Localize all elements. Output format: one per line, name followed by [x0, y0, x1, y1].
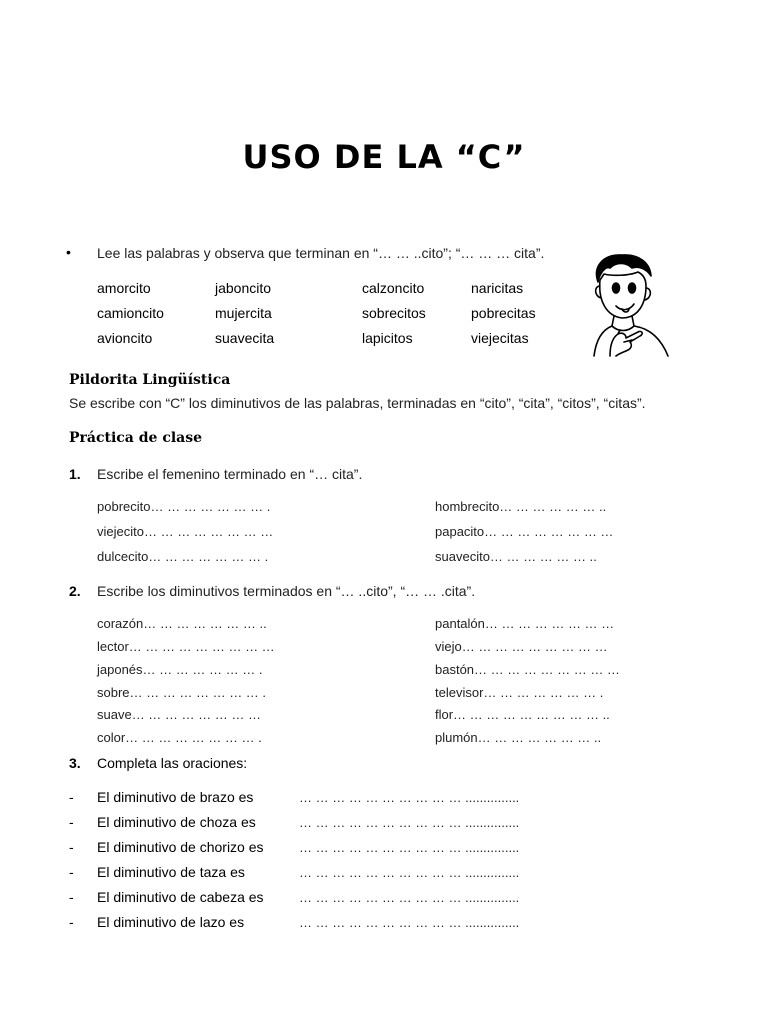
- dash-marker: -: [69, 839, 74, 855]
- practica-heading: Práctica de clase: [69, 430, 203, 446]
- word-cell: viejecitas: [471, 330, 529, 346]
- exercise-instruction: Escribe los diminutivos terminados en “… ..cito”, “… … .cita”.: [97, 583, 476, 599]
- sentence-blank: … … … … … … … … … … ...............: [299, 815, 520, 830]
- sentence-text: El diminutivo de cabeza es: [97, 889, 264, 905]
- word-cell: camioncito: [97, 305, 164, 321]
- dash-marker: -: [69, 814, 74, 830]
- sentence-blank: … … … … … … … … … … ...............: [299, 915, 520, 930]
- bullet-marker: •: [66, 244, 71, 260]
- intro-instruction: Lee las palabras y observa que terminan en “… … ..cito”; “… … … cita”.: [97, 245, 545, 261]
- fill-item: dulcecito… … … … … … … .: [97, 549, 269, 564]
- sentence-blank: … … … … … … … … … … ...............: [299, 790, 520, 805]
- exercise-number: 3.: [69, 755, 81, 771]
- exercise-instruction: Completa las oraciones:: [97, 755, 248, 771]
- exercise-number: 1.: [69, 466, 81, 482]
- exercise-number: 2.: [69, 583, 81, 599]
- fill-item: lector… … … … … … … … …: [97, 639, 275, 654]
- dash-marker: -: [69, 914, 74, 930]
- fill-item: color… … … … … … … … .: [97, 730, 262, 745]
- fill-item: televisor… … … … … … … .: [435, 685, 604, 700]
- word-cell: mujercita: [215, 305, 272, 321]
- sentence-blank: … … … … … … … … … … ...............: [299, 890, 520, 905]
- sentence-text: El diminutivo de choza es: [97, 814, 256, 830]
- word-cell: amorcito: [97, 280, 151, 296]
- word-cell: lapicitos: [362, 330, 413, 346]
- dash-marker: -: [69, 889, 74, 905]
- pildorita-heading: Pildorita Lingüística: [69, 372, 231, 388]
- fill-item: suave… … … … … … … …: [97, 707, 261, 722]
- fill-item: plumón… … … … … … … ..: [435, 730, 602, 745]
- fill-item: pobrecito… … … … … … … .: [97, 499, 271, 514]
- sentence-text: El diminutivo de chorizo es: [97, 839, 264, 855]
- boy-pointing-icon: [588, 252, 674, 358]
- word-cell: pobrecitas: [471, 305, 536, 321]
- fill-item: papacito… … … … … … … …: [435, 524, 614, 539]
- fill-item: suavecito… … … … … … ..: [435, 549, 597, 564]
- word-cell: sobrecitos: [362, 305, 426, 321]
- sentence-text: El diminutivo de lazo es: [97, 914, 245, 930]
- pildorita-text: Se escribe con “C” los diminutivos de las palabras, terminadas en “cito”, “cita”, “citos”, “citas”.: [69, 395, 646, 411]
- word-cell: suavecita: [215, 330, 275, 346]
- fill-item: flor… … … … … … … … … ..: [435, 707, 610, 722]
- exercise-instruction: Escribe el femenino terminado en “… cita”.: [97, 466, 363, 482]
- sentence-blank: … … … … … … … … … … ...............: [299, 840, 520, 855]
- fill-item: corazón… … … … … … … ..: [97, 616, 267, 631]
- fill-item: viejo… … … … … … … … …: [435, 639, 608, 654]
- fill-item: japonés… … … … … … … .: [97, 662, 263, 677]
- fill-item: hombrecito… … … … … … ..: [435, 499, 607, 514]
- word-cell: jaboncito: [215, 280, 272, 296]
- word-cell: naricitas: [471, 280, 524, 296]
- word-cell: calzoncito: [362, 280, 425, 296]
- dash-marker: -: [69, 789, 74, 805]
- sentence-text: El diminutivo de brazo es: [97, 789, 254, 805]
- sentence-text: El diminutivo de taza es: [97, 864, 245, 880]
- fill-item: sobre… … … … … … … … .: [97, 685, 267, 700]
- dash-marker: -: [69, 864, 74, 880]
- word-cell: avioncito: [97, 330, 153, 346]
- page-title: USO DE LA “C”: [242, 138, 526, 176]
- fill-item: bastón… … … … … … … … …: [435, 662, 620, 677]
- sentence-blank: … … … … … … … … … … ...............: [299, 865, 520, 880]
- fill-item: viejecito… … … … … … … …: [97, 524, 274, 539]
- fill-item: pantalón… … … … … … … …: [435, 616, 615, 631]
